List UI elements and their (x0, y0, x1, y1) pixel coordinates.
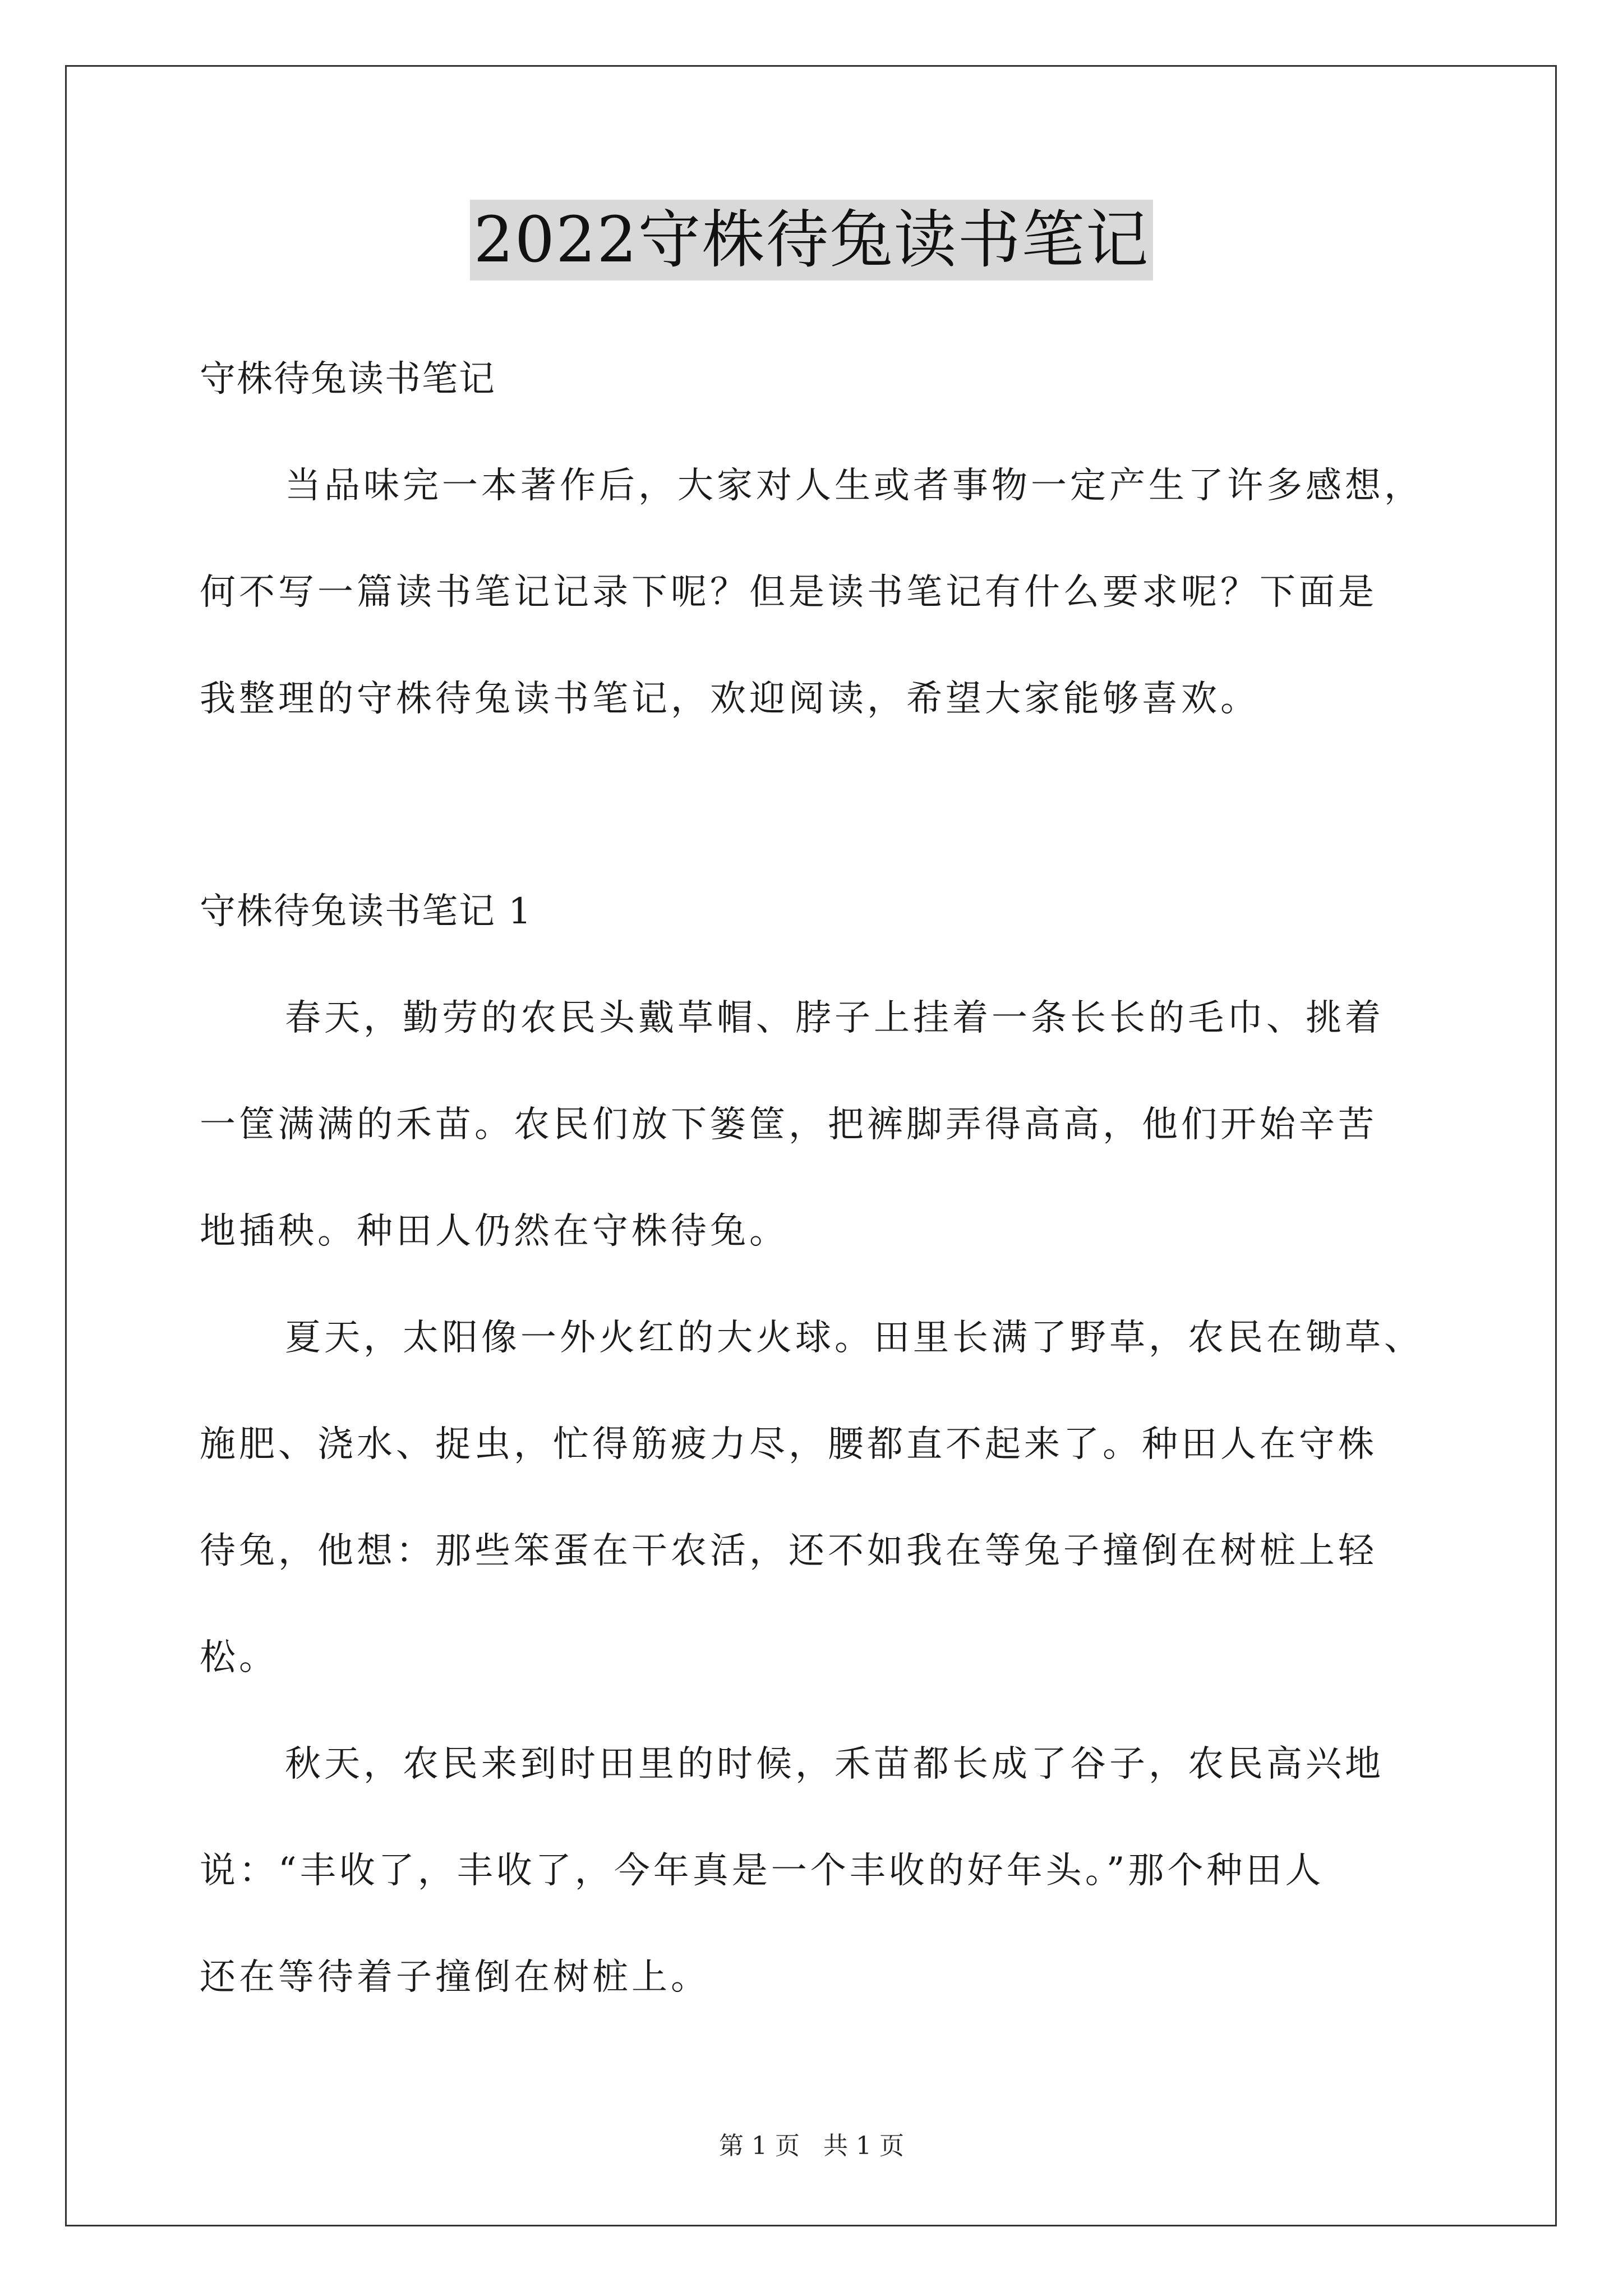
paragraph-line: 一筐满满的禾苗。农民们放下篓筐，把裤脚弄得高高，他们开始辛苦 (200, 1104, 1377, 1145)
intro-line: 当品味完一本著作后，大家对人生或者事物一定产生了许多感想， (285, 465, 1423, 507)
document-subtitle: 守株待兔读书笔记 (200, 358, 496, 400)
paragraph-line: 秋天，农民来到时田里的时候，禾苗都长成了谷子，农民高兴地 (285, 1743, 1384, 1785)
paragraph-line: 还在等待着子撞倒在树桩上。 (200, 1957, 710, 1998)
intro-line: 何不写一篇读书笔记记录下呢？但是读书笔记有什么要求呢？下面是 (200, 572, 1377, 613)
page-footer: 第 1 页 共 1 页 (719, 2132, 904, 2160)
paragraph-line: 松。 (200, 1637, 278, 1678)
section-heading: 守株待兔读书笔记 1 (200, 891, 533, 932)
paragraph-line: 说：“丰收了，丰收了，今年真是一个丰收的好年头。”那个种田人 (200, 1850, 1325, 1892)
paragraph-line: 施肥、浇水、捉虫，忙得筋疲力尽，腰都直不起来了。种田人在守株 (200, 1424, 1377, 1465)
intro-line: 我整理的守株待兔读书笔记，欢迎阅读，希望大家能够喜欢。 (200, 678, 1260, 720)
paragraph-line: 待兔，他想：那些笨蛋在干农活，还不如我在等兔子撞倒在树桩上轻 (200, 1530, 1377, 1572)
document-title: 2022守株待兔读书笔记 (470, 200, 1152, 280)
paragraph-line: 春天，勤劳的农民头戴草帽、脖子上挂着一条长长的毛巾、挑着 (285, 997, 1384, 1039)
paragraph-line: 地插秧。种田人仍然在守株待兔。 (200, 1211, 789, 1252)
paragraph-line: 夏天，太阳像一外火红的大火球。田里长满了野草，农民在锄草、 (285, 1317, 1423, 1359)
title-wrap (0, 200, 1623, 280)
